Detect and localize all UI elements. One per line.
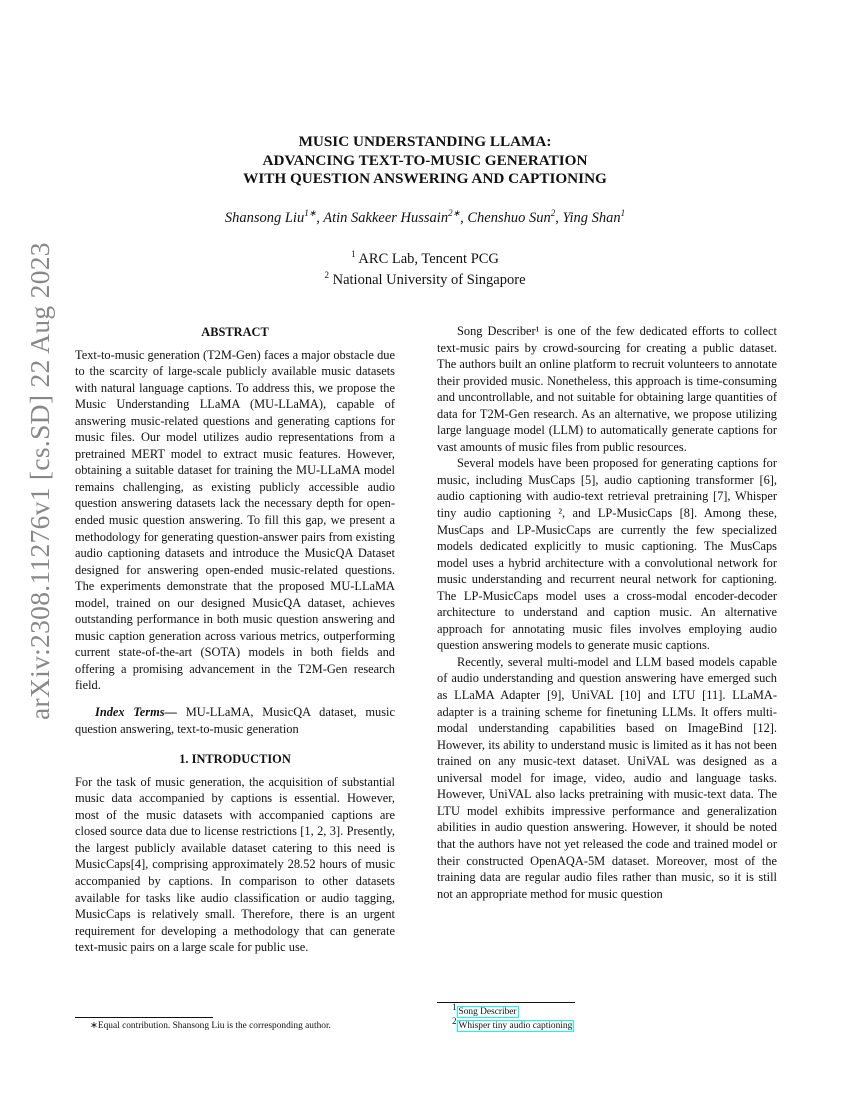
affil-name: National University of Singapore [332, 272, 526, 288]
author: Ying Shan [562, 210, 621, 226]
arxiv-stamp: arXiv:2308.11276v1 [cs.SD] 22 Aug 2023 [24, 242, 55, 720]
index-terms [75, 704, 395, 737]
footnote-rule [75, 1017, 213, 1018]
abstract-text: Text-to-music generation (T2M-Gen) faces a major obstacle due to the scarcity of large-scale publicly available music datasets with natural language captions. To address this, we propose the Music Understanding LLaMA (MU-LLaMA), capable of answering music-related questions and generating captions for music files. Our model utilizes audio representations from a pretrained MERT model to extract music features. However, obtaining a suitable dataset for training the MU-LLaMA model remains challenging, as existing publicly accessible audio question answering datasets lack the necessary depth for open-ended music question answering. To fill this gap, we present a methodology for generating question-answer pairs from existing audio captioning datasets and introduce the MusicQA Dataset designed for answering open-ended music-related questions. The experiments demonstrate that the proposed MU-LLaMA model, trained on our designed MusicQA dataset, achieves outstanding performance in both music question answering and music caption generation across various metrics, outperforming current state-of-the-art (SOTA) models in both fields and offering a promising advancement in the T2M-Gen research field. [75, 347, 395, 693]
index-terms-text: MU-LLaMA, MusicQA dataset, music question answering, text-to-music generation [75, 705, 395, 736]
author: Chenshuo Sun [467, 210, 551, 226]
author-mark: 2 [550, 208, 556, 219]
intro-heading: 1. INTRODUCTION [179, 752, 291, 767]
author-mark: 2∗ [448, 208, 461, 219]
title-line: ADVANCING TEXT-TO-MUSIC GENERATION [262, 151, 588, 169]
footnote-mark: 2 [452, 1015, 457, 1026]
title-line: MUSIC UNDERSTANDING LLAMA: [298, 133, 552, 150]
paper-title [0, 133, 850, 189]
affil-mark: 2 [324, 270, 329, 281]
intro-paragraph: Several models have been proposed for generating captions for music, including MusCaps [5], audio captioning transformer [6], audio captioning with audio-text retrieval pretraining [7], Whisper tiny audio captioning ², and LP-MusicCaps [8]. Among these, MusCaps and LP-MusicCaps are currently the few specialized models dedicated explicitly to music captioning. The MusCaps model uses a hybrid architecture with a convolutional network for music understanding and recurrent neural network for captioning. The LP-MusicCaps model uses a cross-modal encoder-decoder architecture to understand and caption music. An alternative approach for annotating music files involves employing audio question answering models to generate music captions. [437, 456, 777, 653]
left-column [75, 324, 395, 956]
affil-mark: 1 [351, 249, 356, 260]
affiliations [0, 249, 850, 291]
author: Atin Sakkeer Hussain [323, 210, 449, 226]
intro-paragraph: For the task of music generation, the acquisition of substantial music data accompanied by captions is essential. However, most of the music datasets with accompanied captions are closed source data due to license restrictions [1, 2, 3]. Presently, the largest publicly available dataset catering to this need is MusicCaps[4], comprising approximately 28.52 hours of music accompanied by captions. In comparison to other datasets available for tasks like audio classification or audio tagging, MusicCaps is relatively small. Therefore, there is an urgent requirement for developing a methodology that can generate text-music pairs on a large scale for public use. [75, 774, 395, 955]
affil-name: ARC Lab, Tencent PCG [358, 251, 499, 267]
author-mark: 1∗ [304, 208, 317, 219]
right-column [437, 323, 777, 902]
affiliation [0, 270, 850, 291]
footnote-link-song-describer[interactable]: Song Describer [458, 1007, 517, 1017]
index-terms-label: Index Terms— [95, 705, 177, 720]
footnote-mark: 1 [452, 1001, 457, 1012]
affiliation [0, 249, 850, 270]
author-list: Shansong Liu$^{1∗}$, Atin Sakkeer Hussain$^{2∗}$, Chenshuo Sun$^2$, Ying Shan$^1$ [224, 208, 626, 226]
abstract-heading: ABSTRACT [201, 325, 269, 339]
author: Shansong Liu [224, 210, 305, 226]
intro-paragraph: Song Describer¹ is one of the few dedicated efforts to collect text-music pairs by crowd-sourcing for creating a public dataset. The authors built an online platform to recruit volunteers to annotate their provided music. Nonetheless, this approach is time-consuming and uncontrollable, and not suitable for obtaining large quantities of data for T2M-Gen research. As an alternative, we propose utilizing large language model (LLM) to automatically generate captions for vast amounts of music files from public resources. [437, 324, 777, 454]
title-line: WITH QUESTION ANSWERING AND CAPTIONING [243, 170, 607, 187]
intro-paragraph: Recently, several multi-model and LLM based models capable of audio understanding and question answering have emerged such as LLaMA Adapter [9], UniVAL [10] and LTU [11]. LLaMA-adapter is a training scheme for finetuning LLMs. It offers multi-modal understanding capabilities based on ImageBind [12]. However, its ability to understand music is limited as it has not been trained on any music-text dataset. UniVAL was designed as a universal model for image, video, audio and language tasks. However, UniVAL also lacks pretraining with music-text data. The LTU model exhibits impressive performance and generalization abilities in audio question answering. However, it should be noted that the authors have not yet released the code and trained model or their constructed OpenAQA-5M dataset. Moreover, most of the training data are regular audio files rather than music, so it is still not an appropriate method for music question [437, 654, 777, 901]
author-mark: 1 [620, 208, 626, 219]
footnote-right [452, 1001, 574, 1033]
footnote-rule [437, 1002, 575, 1003]
footnote-left: ∗Equal contribution. Shansong Liu is the corresponding author. [90, 1021, 331, 1031]
footnote-link-whisper[interactable]: Whisper tiny audio captioning [458, 1021, 573, 1031]
